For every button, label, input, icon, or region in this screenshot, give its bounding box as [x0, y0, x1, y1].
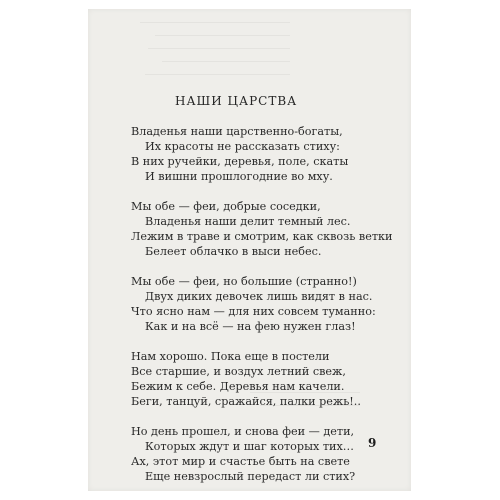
stanza	[131, 199, 392, 259]
poem-line: Что ясно нам — для них совсем туманно:	[131, 305, 376, 318]
poem-line: Все старшие, и воздух летний свеж,	[131, 365, 346, 378]
poem-line: Мы обе — феи, добрые соседки,	[131, 200, 321, 213]
poem-line: И вишни прошлогодние во мху.	[145, 170, 333, 183]
poem-line: Белеет облачко в выси небес.	[145, 245, 322, 258]
stanza	[131, 124, 392, 184]
poem-line: Но день прошел, и снова феи — дети,	[131, 425, 355, 438]
poem-line: Владенья наши царственно-богаты,	[131, 125, 343, 138]
poem-line: Бежим к себе. Деревья нам качели.	[131, 380, 345, 393]
stanza	[131, 274, 392, 334]
poem-line: Владенья наши делит темный лес.	[145, 215, 351, 228]
stanza	[131, 424, 392, 484]
poem-line: В них ручейки, деревья, поле, скаты	[131, 155, 349, 168]
stanza	[131, 349, 392, 409]
poem-title: НАШИ ЦАРСТВА	[175, 94, 298, 108]
page-number: 9	[368, 436, 377, 450]
poem-line: Еще невзрослый передаст ли стих?	[145, 470, 356, 483]
poem-line: Двух диких девочек лишь видят в нас.	[145, 290, 373, 303]
poem-body	[131, 124, 392, 499]
poem-line: Которых ждут и шаг которых тих…	[145, 440, 354, 453]
poem-line: Ах, этот мир и счастье быть на свете	[131, 455, 350, 468]
poem-line: Лежим в траве и смотрим, как сквозь ветки	[131, 230, 393, 243]
poem-line: Как и на всё — на фею нужен глаз!	[145, 320, 356, 333]
bleed-through-text	[140, 22, 290, 87]
poem-line: Беги, танцуй, сражайся, палки режь!..	[131, 395, 361, 408]
poem-line: Нам хорошо. Пока еще в постели	[131, 350, 330, 363]
poem-line: Мы обе — феи, но большие (странно!)	[131, 275, 357, 288]
poem-line: Их красоты не рассказать стиху:	[145, 140, 340, 153]
